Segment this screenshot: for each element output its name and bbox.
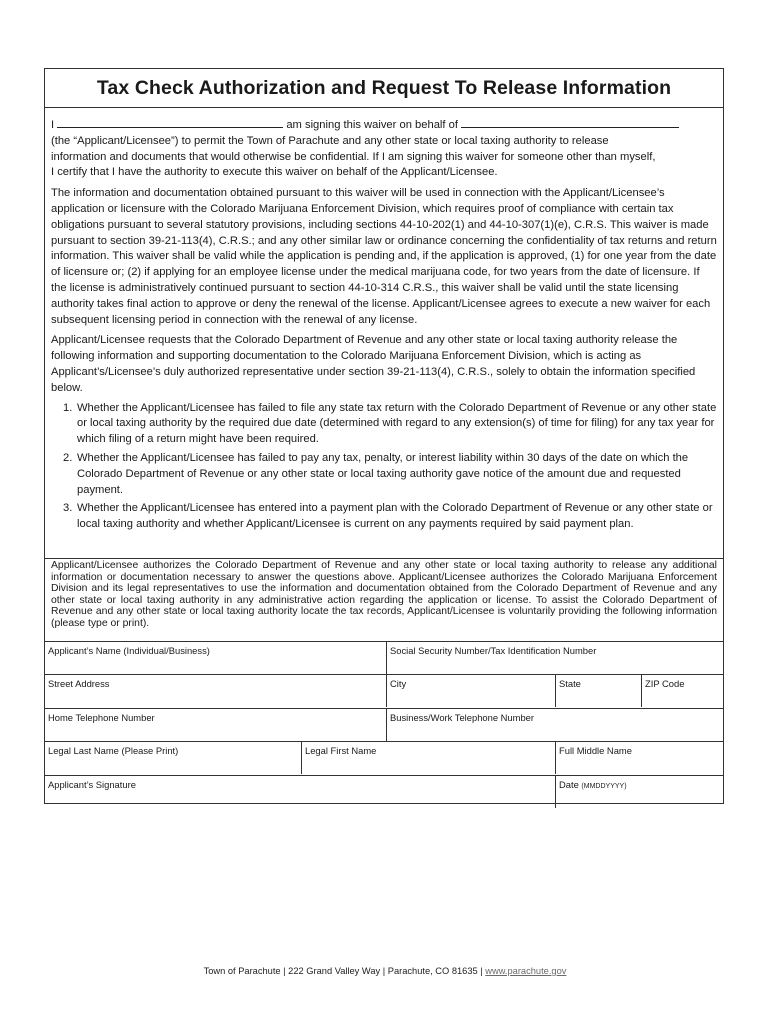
intro-block [51,115,717,536]
intro-text-1: am signing this waiver on behalf of [286,119,458,131]
work-phone-field[interactable] [386,709,723,741]
page-title: Tax Check Authorization and Request To Release Information [96,77,672,99]
list-text: Whether the Applicant/Licensee has failed to pay any tax, penalty, or interest liability within 30 days of the date on which the Colorado Department of Revenue or any other state or local taxing authority gave notice of the amount due and requested payment. [77,451,689,496]
intro-text-3: information and documents that would otherwise be confidential. If I am signing this waiver for someone other than myself, [51,150,656,163]
field-label: State [559,678,581,689]
home-phone-field[interactable] [45,709,386,741]
list-number: 2. [63,451,73,464]
field-label: Full Middle Name [559,745,632,756]
field-label: Social Security Number/Tax Identification Number [390,645,597,656]
first-name-field[interactable] [301,742,555,774]
applicant-info-table [45,641,723,808]
city-field[interactable] [386,675,555,707]
list-text: Whether the Applicant/Licensee has failed to file any state tax return with the Colorado Department of Revenue or any other state or local taxing authority by the required due date (determined with regard to any extension(s) of time for filing) for any tax year for which filing of a return might have been required. [77,401,717,446]
applicant-name-field[interactable] [45,642,386,674]
last-name-field[interactable] [45,742,301,774]
zip-code-field[interactable] [641,675,723,707]
authorization-divider [45,558,723,559]
table-row [45,741,723,775]
list-item [51,401,717,448]
field-label: Legal Last Name (Please Print) [48,745,179,756]
intro-paragraph [51,115,717,181]
list-text: Whether the Applicant/Licensee has entered into a payment plan with the Colorado Department of Revenue or any other state or local taxing authority and whether Applicant/Licensee is current on any payments required by said payment plan. [77,502,713,531]
intro-text-2: (the “Applicant/Licensee”) to permit the Town of Parachute and any other state or local taxing authority to release [51,134,609,147]
table-row [45,708,723,741]
state-field[interactable] [555,675,641,707]
street-address-field[interactable] [45,675,386,707]
request-list [51,401,717,533]
field-label: Applicant’s Signature [48,779,136,790]
field-label: Business/Work Telephone Number [390,712,534,723]
page-footer [0,966,770,976]
signature-field[interactable] [45,776,555,808]
list-number: 3. [63,502,73,515]
list-item [51,451,717,498]
intro-text-4: I certify that I have the authority to execute this waiver on behalf of the Applicant/Licensee. [51,166,498,179]
field-label: Applicant’s Name (Individual/Business) [48,645,210,656]
form-frame [44,68,724,804]
date-field[interactable] [555,776,723,808]
intro-i: I [51,119,55,131]
date-format-hint: (MMDDYYYY) [581,783,627,790]
field-label: Date [559,779,579,790]
paragraph-purpose: The information and documentation obtained pursuant to this waiver will be used in connection with the Applicant/Licensee’s application or licensure with the Colorado Marijuana Enforcement Division, which requires proof of compliance with certain tax obligations pursuant to several statutory provisions, including sections 44-10-202(1) and 44-10-307(1)(e), C.R.S. This waiver is made pursuant to section 39-21-113(4), C.R.S.; and any other similar law or ordinance concerning the confidentiality of tax returns and return information. This waiver shall be valid while the application is pending and, if the application is approved, (1) for one year from the date of licensure or; (2) if applying for an employee license under the medical marijuana code, for two years from the date of licensure. If the license is administratively continued pursuant to section 44-10-314 C.R.S., this waiver shall be valid until the state licensing authority takes final action to approve or deny the renewal of the license. Applicant/Licensee agrees to execute a new waiver for each subsequent licensing period in connection with the renewal of any license. [51,187,717,326]
field-label: Legal First Name [305,745,377,756]
field-label: Street Address [48,678,110,689]
list-item [51,501,717,533]
field-label: City [390,678,407,689]
applicant-name-line[interactable] [461,115,679,128]
table-row [45,775,723,808]
table-row [45,674,723,708]
authorization-paragraph: Applicant/Licensee authorizes the Colorado Department of Revenue and any other state or local taxing authority to release any additional information or documentation necessary to answer the questions above. Applicant/Licensee authorizes the Colorado Marijuana Enforcement Division and its legal representatives to use the information and documentation obtained from the Colorado Department of Revenue and any other state or local taxing authority in any administrative action regarding the application or license. To assist the Colorado Department of Revenue and any other state or local taxing authority locate the tax records, Applicant/Licensee is voluntarily providing the following information (please type or print). [51,560,717,629]
table-row [45,641,723,674]
signer-name-line[interactable] [57,115,283,128]
title-divider [45,107,723,108]
footer-website-link[interactable]: www.parachute.gov [485,966,567,976]
ssn-field[interactable] [386,642,723,674]
paragraph-request: Applicant/Licensee requests that the Colorado Department of Revenue and any other state or local taxing authority release the following information and supporting documentation to the Colorado Marijuana Enforcement Division, which is acting as Applicant’s/Licensee’s duly authorized representative under section 39-21-113(4), C.R.S., solely to obtain the information specified below. [51,334,696,394]
list-number: 1. [63,401,73,414]
field-label: ZIP Code [645,678,685,689]
field-label: Home Telephone Number [48,712,155,723]
middle-name-field[interactable] [555,742,723,774]
footer-address: Town of Parachute | 222 Grand Valley Way | Parachute, CO 81635 | [203,966,483,976]
